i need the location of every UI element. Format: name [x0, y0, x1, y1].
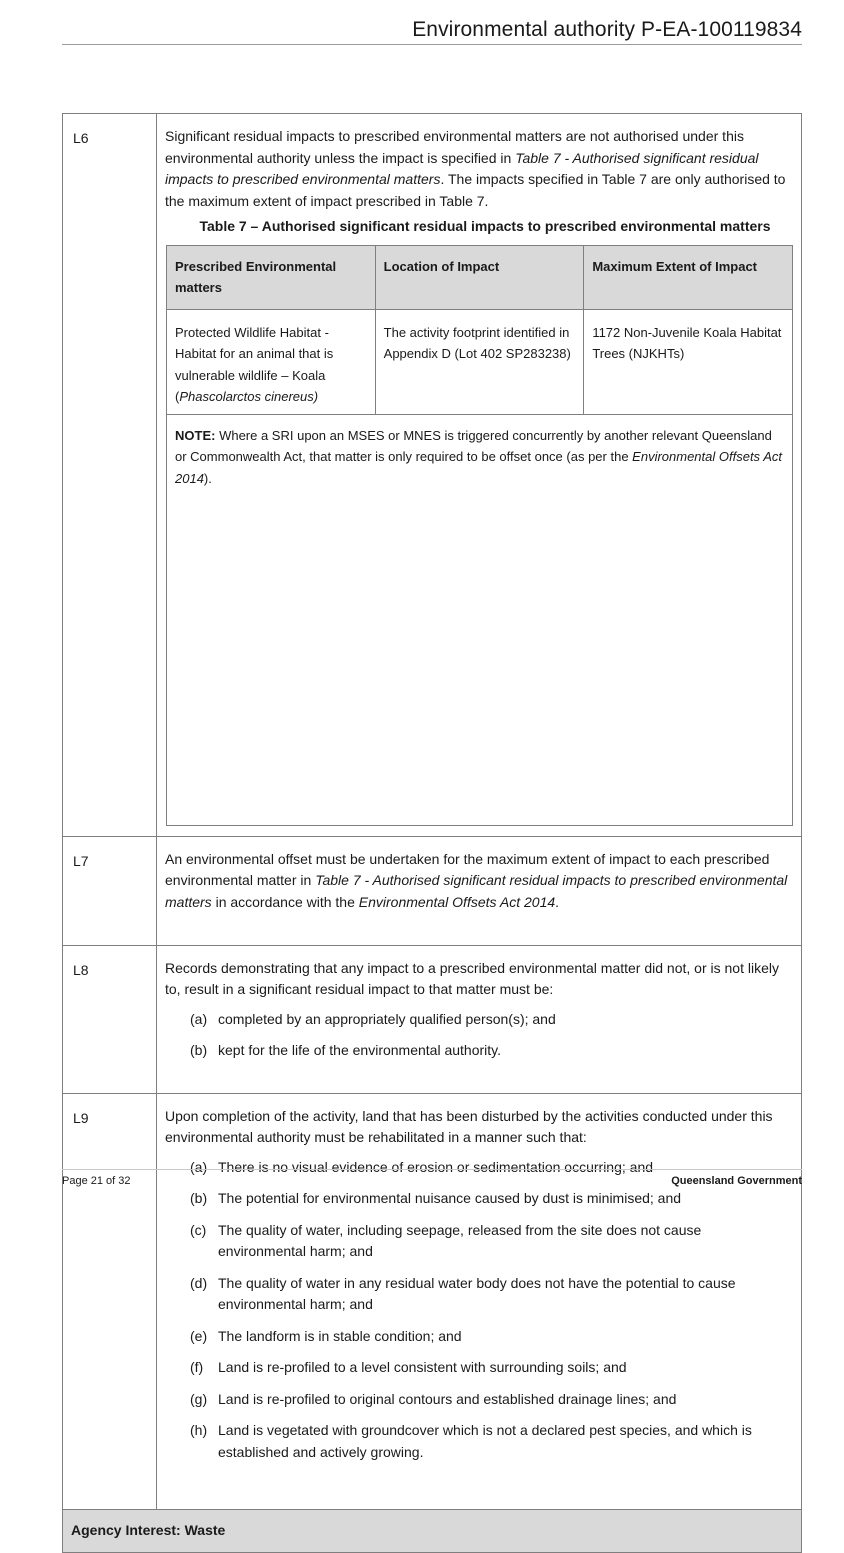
- list-item: (a) completed by an appropriately qualified person(s); and: [190, 1010, 556, 1027]
- condition-list: [165, 1157, 791, 1464]
- agency-interest-row: [63, 1509, 802, 1552]
- column-header: Prescribed Environmental matters: [167, 245, 376, 309]
- header-divider: [62, 44, 802, 45]
- page-number: Page 21 of 32: [62, 1175, 131, 1187]
- condition-id: L6: [63, 114, 157, 837]
- list-item: (a) There is no visual evidence of erosion or sedimentation occurring; and: [190, 1158, 654, 1175]
- impact-table-header: [167, 245, 793, 309]
- document-title: Environmental authority P-EA-100119834: [412, 18, 802, 41]
- agency-interest-heading: Agency Interest: Waste: [63, 1509, 802, 1552]
- condition-body: [157, 836, 802, 945]
- list-item: (g) Land is re-profiled to original contours and established drainage lines; and: [190, 1390, 677, 1407]
- column-header: Maximum Extent of Impact: [584, 245, 793, 309]
- impact-table: [166, 245, 793, 826]
- table-row: [167, 309, 793, 414]
- location-cell: The activity footprint identified in Appendix D (Lot 402 SP283238): [375, 309, 584, 414]
- condition-body: [157, 945, 802, 1093]
- list-item: (e) The landform is in stable condition; and: [190, 1327, 462, 1344]
- extent-cell: 1172 Non-Juvenile Koala Habitat Trees (NJKHTs): [584, 309, 793, 414]
- footer-organisation: Queensland Government: [671, 1175, 802, 1187]
- condition-body: [157, 114, 802, 837]
- condition-body: [157, 1093, 802, 1509]
- list-item: (b) The potential for environmental nuisance caused by dust is minimised; and: [190, 1190, 682, 1206]
- list-item: (d) The quality of water in any residual water body does not have the potential to cause environmental harm; and: [190, 1274, 736, 1312]
- condition-id: L9: [63, 1093, 157, 1509]
- conditions-table: [62, 113, 802, 1553]
- list-item: (h) Land is vegetated with groundcover which is not a declared pest species, and which is established and actively growing.: [190, 1422, 752, 1460]
- condition-text: Significant residual impacts to prescribed environmental matters are not authorised under this environmental authority unless the impact is specified in Table 7 - Authorised significant residual impacts to prescribed environmental matters. The impacts specified in Table 7 are only authorised to the maximum extent of impact prescribed in Table 7.: [165, 128, 786, 209]
- matter-cell: Protected Wildlife Habitat - Habitat for an animal that is vulnerable wildlife – Koala (Phascolarctos cinereus): [167, 309, 376, 414]
- condition-id: L7: [63, 836, 157, 945]
- condition-list: [165, 1009, 791, 1062]
- condition-id: L8: [63, 945, 157, 1093]
- table-caption: Table 7 – Authorised significant residual impacts to prescribed environmental matters: [199, 218, 771, 234]
- condition-row: [63, 945, 802, 1093]
- condition-text: Records demonstrating that any impact to a prescribed environmental matter did not, or is not likely to, result in a significant residual impact to that matter must be:: [165, 959, 779, 997]
- note-row: [167, 414, 793, 825]
- list-item: (c) The quality of water, including seepage, released from the site does not cause environmental harm; and: [190, 1221, 702, 1259]
- column-header: Location of Impact: [375, 245, 584, 309]
- condition-row: [63, 1093, 802, 1509]
- note-cell: NOTE: Where a SRI upon an MSES or MNES is triggered concurrently by another relevant Queensland or Commonwealth Act, that matter is only required to be offset once (as per the Environmental Offsets Act 2014).: [167, 414, 793, 825]
- footer-divider: [62, 1169, 802, 1170]
- condition-text: Upon completion of the activity, land that has been disturbed by the activities conducted under this environmental authority must be rehabilitated in a manner such that:: [165, 1107, 773, 1145]
- condition-text: An environmental offset must be undertaken for the maximum extent of impact to each prescribed environmental matter in Table 7 - Authorised significant residual impacts to prescribed environmental matters in accordance with the Environmental Offsets Act 2014.: [165, 850, 788, 910]
- list-item: (b) kept for the life of the environmental authority.: [190, 1042, 502, 1058]
- condition-row: [63, 114, 802, 837]
- condition-row: [63, 836, 802, 945]
- list-item: (f) Land is re-profiled to a level consistent with surrounding soils; and: [190, 1359, 627, 1375]
